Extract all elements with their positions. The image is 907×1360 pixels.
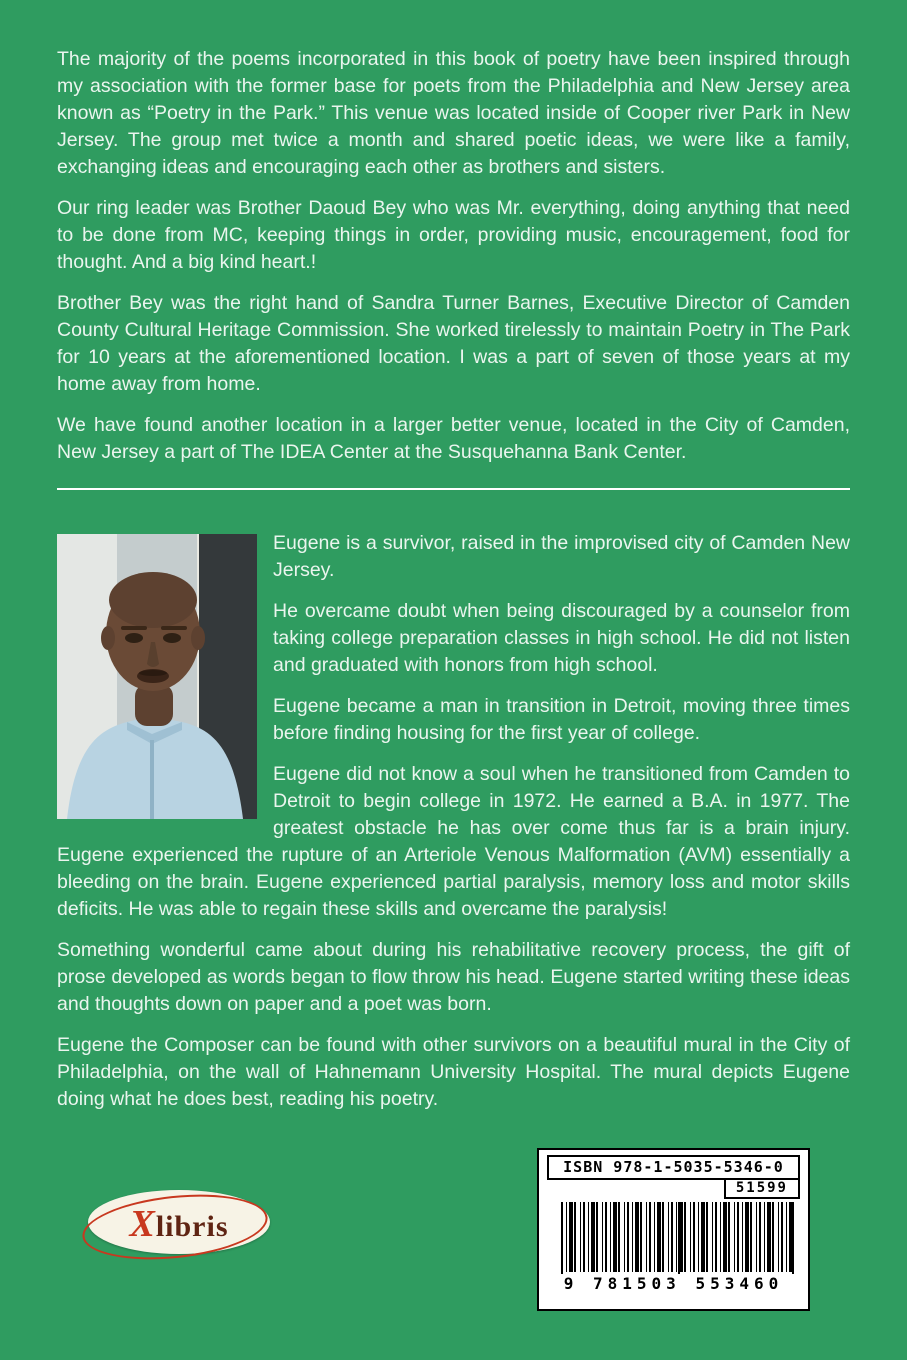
barcode-guard-bar <box>561 1202 563 1282</box>
back-cover-paragraph: We have found another location in a larger better venue, located in the City of Camden, New Jersey a part of The IDEA Center at the Susquehanna Bank Center. <box>57 414 850 463</box>
bio-paragraph: Something wonderful came about during his rehabilitative recovery process, the gift of prose developed as words began to flow throw his head. Eugene started writing these ideas and thoughts down on paper and a poet was born. <box>57 939 850 1015</box>
back-cover-paragraph: Brother Bey was the right hand of Sandra Turner Barnes, Executive Director of Camden County Cultural Heritage Commission. She worked tirelessly to maintain Poetry in The Park for 10 years at the aforementioned location. I was a part of seven of those years at my home away from home. <box>57 292 850 395</box>
bio-paragraph: Eugene became a man in transition in Detroit, moving three times before finding housing for the first year of college. <box>273 695 850 744</box>
xlibris-publisher-logo <box>88 1190 270 1254</box>
publisher-initial: X <box>129 1203 156 1245</box>
barcode-bars <box>561 1202 794 1272</box>
author-bio-section <box>57 530 850 1127</box>
back-cover-paragraph: Our ring leader was Brother Daoud Bey who was Mr. everything, doing anything that need to be done from MC, keeping things in order, providing music, encouragement, food for thought. And a big kind heart.! <box>57 197 850 273</box>
publisher-rest: libris <box>155 1210 229 1243</box>
author-photo-illustration <box>57 534 257 819</box>
publisher-name <box>88 1202 270 1246</box>
price-code: 51599 <box>724 1180 800 1199</box>
isbn-barcode-block <box>537 1148 810 1311</box>
bio-paragraph: Eugene did not know a soul when he transitioned from Camden to Detroit to begin college in 1972. He earned a B.A. in 1977. The greatest obstacle he has over come thus far is a brain injury. Eugene experienced the rupture of an Arteriole Venous Malformation (AVM) essentially a bleeding on the brain. Eugene experienced partial paralysis, memory loss and motor skills deficits. He was able to regain these skills and overcame the paralysis! <box>57 763 850 920</box>
barcode-guard-bar <box>678 1202 680 1282</box>
price-row <box>547 1180 800 1199</box>
barcode-number: 9 781503 553460 <box>547 1274 800 1293</box>
barcode-guard-bar <box>792 1202 794 1282</box>
bio-paragraph: Eugene is a survivor, raised in the improvised city of Camden New Jersey. <box>273 532 850 581</box>
author-photo <box>57 534 257 819</box>
bio-paragraph: He overcame doubt when being discouraged by a counselor from taking college preparation classes in high school. He did not listen and graduated with honors from high school. <box>273 600 850 676</box>
isbn-label: ISBN 978-1-5035-5346-0 <box>547 1155 800 1180</box>
divider-line <box>57 488 850 490</box>
back-cover-paragraph: The majority of the poems incorporated in this book of poetry have been inspired through my association with the former base for poets from the Philadelphia and New Jersey area known as “Poetry in the Park.” This venue was located inside of Cooper river Park in New Jersey. The group met twice a month and shared poetic ideas, we were like a family, exchanging ideas and encouraging each other as brothers and sisters. <box>57 48 850 178</box>
bio-paragraph: Eugene the Composer can be found with other survivors on a beautiful mural in the City of Philadelphia, on the wall of Hahnemann University Hospital. The mural depicts Eugene doing what he does best, reading his poetry. <box>57 1034 850 1110</box>
